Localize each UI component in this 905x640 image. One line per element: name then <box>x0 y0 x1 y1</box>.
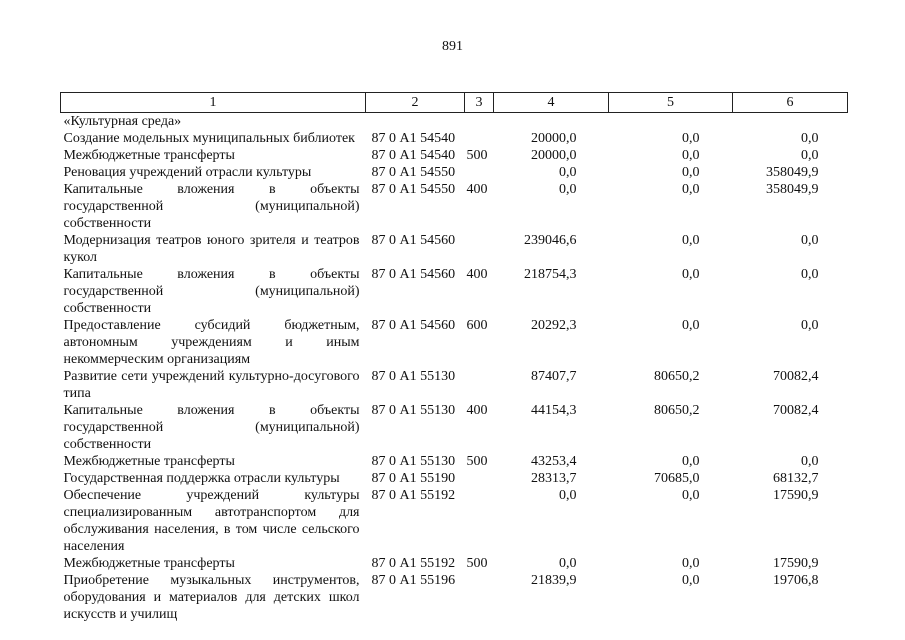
item-name: Межбюджетные трансферты <box>63 454 235 469</box>
amount-col-6: 0,0 <box>801 148 819 163</box>
budget-code: 87 0 А1 54560 <box>371 318 456 333</box>
item-name: Капитальные вложения в объекты государственной (муниципальной) собственности <box>63 403 360 452</box>
amount-col-6: 358049,9 <box>766 182 819 197</box>
amount-col-5: 0,0 <box>682 233 700 248</box>
amount-col-4: 20292,3 <box>531 318 577 333</box>
amount-col-4: 87407,7 <box>531 369 577 384</box>
expense-type <box>465 164 494 181</box>
budget-code: 87 0 А1 55130 <box>371 403 456 418</box>
amount-col-5: 0,0 <box>682 454 700 469</box>
expense-type: 500 <box>466 148 488 163</box>
item-name: Межбюджетные трансферты <box>63 148 235 163</box>
amount-col-5: 80650,2 <box>654 403 700 418</box>
amount-col-6: 17590,9 <box>773 488 819 503</box>
budget-code <box>366 113 465 131</box>
budget-code: 87 0 А1 54540 <box>371 131 456 146</box>
amount-col-4 <box>494 113 609 131</box>
expense-type <box>465 572 494 623</box>
amount-col-5: 0,0 <box>682 182 700 197</box>
budget-code: 87 0 А1 55192 <box>371 556 456 571</box>
item-name: Реновация учреждений отрасли культуры <box>63 165 312 180</box>
expense-type <box>465 113 494 131</box>
amount-col-4: 0,0 <box>559 182 577 197</box>
amount-col-4: 28313,7 <box>531 471 577 486</box>
amount-col-5: 70685,0 <box>654 471 700 486</box>
amount-col-6: 70082,4 <box>773 403 819 418</box>
table-row <box>61 147 848 164</box>
table-row <box>61 555 848 572</box>
column-header-5: 5 <box>609 93 733 113</box>
amount-col-6: 0,0 <box>801 233 819 248</box>
item-name: Развитие сети учреждений культурно-досугового типа <box>63 369 360 401</box>
budget-code: 87 0 А1 55192 <box>371 488 456 503</box>
amount-col-6: 0,0 <box>801 267 819 282</box>
amount-col-5: 0,0 <box>682 318 700 333</box>
column-header-3: 3 <box>465 93 494 113</box>
table-row <box>61 487 848 555</box>
column-header-2: 2 <box>366 93 465 113</box>
amount-col-5: 80650,2 <box>654 369 700 384</box>
amount-col-5: 0,0 <box>682 267 700 282</box>
table-row <box>61 113 848 131</box>
table-row <box>61 164 848 181</box>
table-row <box>61 453 848 470</box>
budget-code: 87 0 А1 54560 <box>371 233 456 248</box>
amount-col-5: 0,0 <box>682 556 700 571</box>
expense-type: 400 <box>466 267 488 282</box>
item-name: Предоставление субсидий бюджетным, автономным учреждениям и иным некоммерческим организациям <box>63 318 360 367</box>
table-row <box>61 232 848 266</box>
expense-type <box>465 470 494 487</box>
page-number: 891 <box>442 39 463 54</box>
budget-code: 87 0 А1 55130 <box>371 454 456 469</box>
expense-type: 500 <box>466 556 488 571</box>
amount-col-6: 68132,7 <box>773 471 819 486</box>
expense-type <box>465 232 494 266</box>
budget-code: 87 0 А1 54550 <box>371 182 456 197</box>
amount-col-4: 20000,0 <box>531 148 577 163</box>
amount-col-4: 20000,0 <box>531 131 577 146</box>
table-row <box>61 181 848 232</box>
expense-type: 400 <box>466 182 488 197</box>
table-row <box>61 470 848 487</box>
expense-type: 600 <box>466 318 488 333</box>
header-row <box>61 93 848 113</box>
table-body <box>61 113 848 624</box>
amount-col-4: 218754,3 <box>524 267 577 282</box>
item-name: Создание модельных муниципальных библиотек <box>63 131 355 146</box>
table-header <box>61 93 848 113</box>
amount-col-6: 0,0 <box>801 131 819 146</box>
column-header-6: 6 <box>733 93 848 113</box>
table-row <box>61 130 848 147</box>
amount-col-5: 0,0 <box>682 573 700 588</box>
amount-col-6 <box>733 113 848 131</box>
item-name: Капитальные вложения в объекты государственной (муниципальной) собственности <box>63 182 360 231</box>
expense-type <box>465 368 494 402</box>
amount-col-4: 0,0 <box>559 165 577 180</box>
item-name: Обеспечение учреждений культуры специализированным автотранспортом для обслуживания населения, в том числе сельского населения <box>63 488 360 554</box>
amount-col-5 <box>609 113 733 131</box>
amount-col-6: 19706,8 <box>773 573 819 588</box>
expense-type: 500 <box>466 454 488 469</box>
amount-col-6: 0,0 <box>801 454 819 469</box>
budget-table <box>60 92 848 623</box>
item-name: Модернизация театров юного зрителя и театров кукол <box>63 233 360 265</box>
amount-col-4: 44154,3 <box>531 403 577 418</box>
amount-col-4: 239046,6 <box>524 233 577 248</box>
amount-col-6: 17590,9 <box>773 556 819 571</box>
budget-code: 87 0 А1 55190 <box>371 471 456 486</box>
item-name: Межбюджетные трансферты <box>63 556 235 571</box>
amount-col-4: 21839,9 <box>531 573 577 588</box>
item-name: Капитальные вложения в объекты государственной (муниципальной) собственности <box>63 267 360 316</box>
column-header-4: 4 <box>494 93 609 113</box>
table-row <box>61 572 848 623</box>
item-name: «Культурная среда» <box>63 114 182 129</box>
amount-col-5: 0,0 <box>682 165 700 180</box>
budget-code: 87 0 А1 55130 <box>371 369 456 384</box>
budget-code: 87 0 А1 55196 <box>371 573 456 588</box>
expense-type: 400 <box>466 403 488 418</box>
amount-col-6: 70082,4 <box>773 369 819 384</box>
amount-col-4: 0,0 <box>559 488 577 503</box>
amount-col-4: 43253,4 <box>531 454 577 469</box>
expense-type <box>465 130 494 147</box>
expense-type <box>465 487 494 555</box>
budget-code: 87 0 А1 54560 <box>371 267 456 282</box>
table-row <box>61 368 848 402</box>
table-row <box>61 266 848 317</box>
amount-col-5: 0,0 <box>682 488 700 503</box>
column-header-1: 1 <box>61 93 366 113</box>
amount-col-5: 0,0 <box>682 148 700 163</box>
amount-col-6: 358049,9 <box>766 165 819 180</box>
amount-col-5: 0,0 <box>682 131 700 146</box>
amount-col-4: 0,0 <box>559 556 577 571</box>
budget-code: 87 0 А1 54550 <box>371 165 456 180</box>
item-name: Приобретение музыкальных инструментов, оборудования и материалов для детских школ искусств и училищ <box>63 573 360 622</box>
item-name: Государственная поддержка отрасли культуры <box>63 471 340 486</box>
table-row <box>61 317 848 368</box>
amount-col-6: 0,0 <box>801 318 819 333</box>
table-row <box>61 402 848 453</box>
budget-code: 87 0 А1 54540 <box>371 148 456 163</box>
